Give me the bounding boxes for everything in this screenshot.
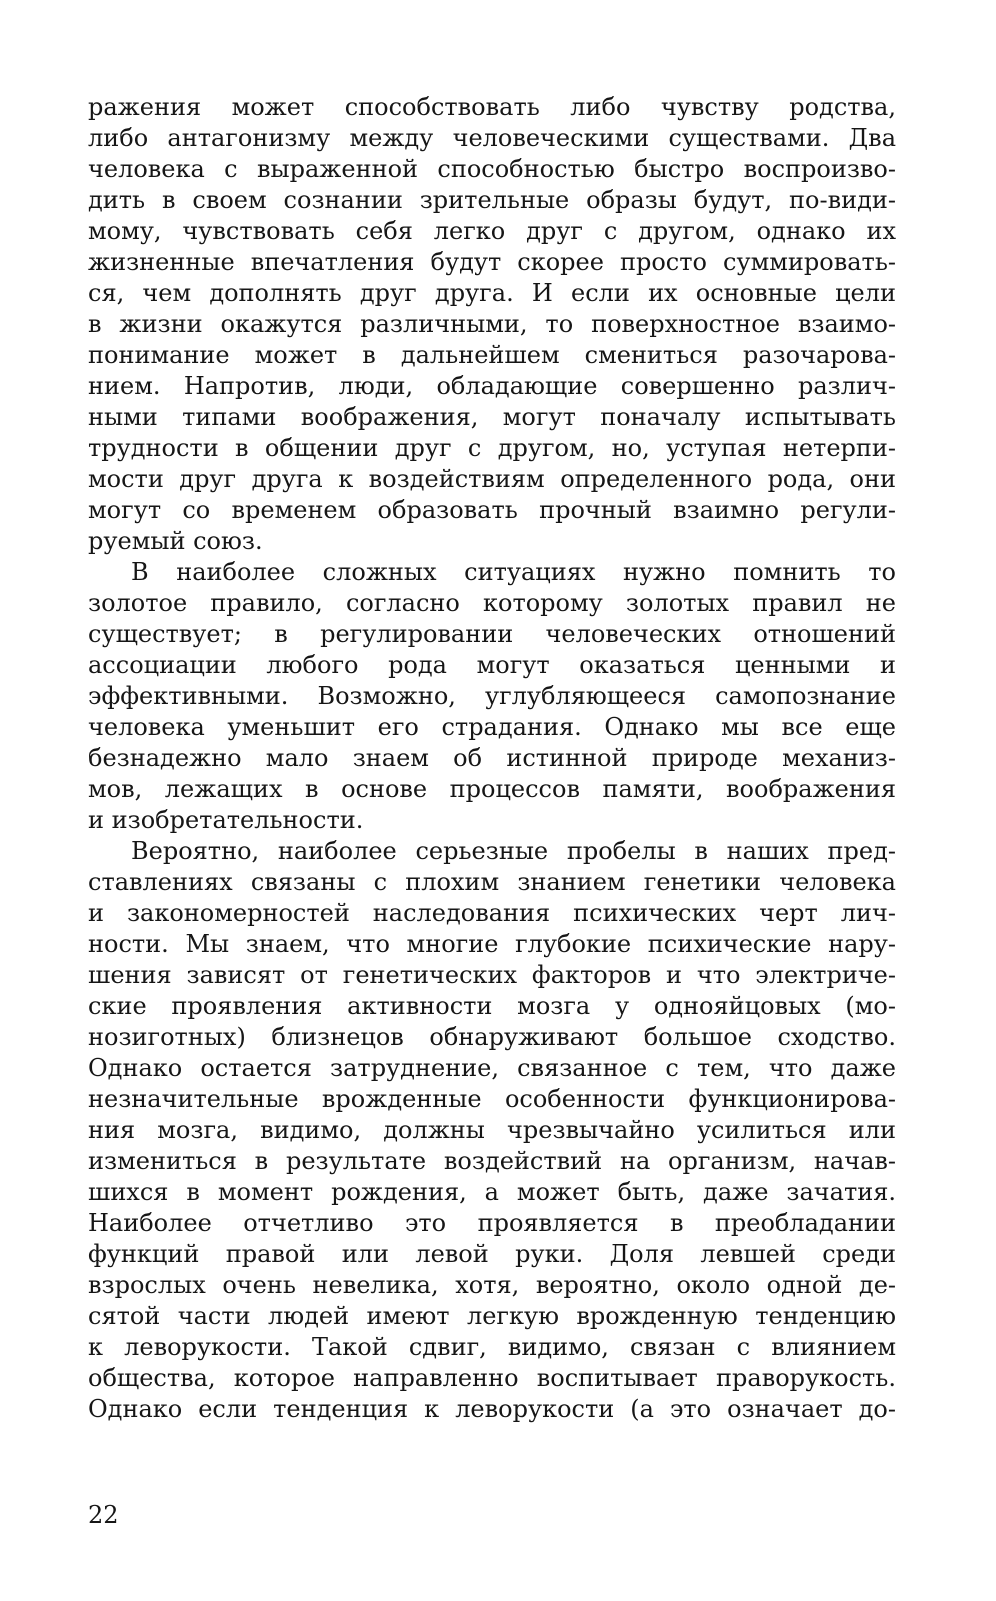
text-line: мов, лежащих в основе процессов памяти, воображения [88, 775, 896, 803]
text-line: Однако остается затруднение, связанное с тем, что даже [88, 1054, 896, 1082]
text-line: нием. Напротив, люди, обладающие совершенно различ- [88, 372, 896, 400]
text-line: в жизни окажутся различными, то поверхностное взаимо- [88, 310, 896, 338]
paragraph-last-line: и изобретательности. [88, 806, 364, 834]
text-line: понимание может в дальнейшем смениться разочарова- [88, 341, 896, 369]
text-line: сятой части людей имеют легкую врожденную тенденцию [88, 1302, 896, 1330]
page-number: 22 [88, 1501, 119, 1529]
text-line: ские проявления активности мозга у однояйцовых (мо- [88, 992, 896, 1020]
text-line: общества, которое направленно воспитывает праворукость. [88, 1364, 896, 1392]
text-line: взрослых очень невелика, хотя, вероятно, около одной де- [88, 1271, 896, 1299]
text-line: Наиболее отчетливо это проявляется в преобладании [88, 1209, 896, 1237]
text-line: золотое правило, согласно которому золотых правил не [88, 589, 896, 617]
text-line: шихся в момент рождения, а может быть, даже зачатия. [88, 1178, 896, 1206]
text-line: ния мозга, видимо, должны чрезвычайно усилиться или [88, 1116, 896, 1144]
text-line: ся, чем дополнять друг друга. И если их основные цели [88, 279, 896, 307]
text-line: измениться в результате воздействий на организм, начав- [88, 1147, 896, 1175]
text-line: существует; в регулировании человеческих отношений [88, 620, 896, 648]
text-line: ассоциации любого рода могут оказаться ценными и [88, 651, 896, 679]
paragraph-first-line: Вероятно, наиболее серьезные пробелы в наших пред- [131, 837, 896, 865]
paragraph-last-line: руемый союз. [88, 527, 263, 555]
paragraph-first-line: В наиболее сложных ситуациях нужно помнить то [131, 558, 896, 586]
text-line: человека уменьшит его страдания. Однако мы все еще [88, 713, 896, 741]
text-line: эффективными. Возможно, углубляющееся самопознание [88, 682, 896, 710]
text-line: безнадежно мало знаем об истинной природе механиз- [88, 744, 896, 772]
text-line: шения зависят от генетических факторов и что электриче- [88, 961, 896, 989]
body-text [88, 92, 896, 1425]
text-line: и закономерностей наследования психических черт лич- [88, 899, 896, 927]
text-line: жизненные впечатления будут скорее просто суммировать- [88, 248, 896, 276]
text-line: трудности в общении друг с другом, но, уступая нетерпи- [88, 434, 896, 462]
text-line: дить в своем сознании зрительные образы будут, по-види- [88, 186, 896, 214]
text-line: Однако если тенденция к леворукости (а это означает до- [88, 1395, 896, 1423]
text-line: мости друг друга к воздействиям определенного рода, они [88, 465, 896, 493]
text-line: ставлениях связаны с плохим знанием генетики человека [88, 868, 896, 896]
text-line: нозиготных) близнецов обнаруживают большое сходство. [88, 1023, 896, 1051]
text-line: могут со временем образовать прочный взаимно регули- [88, 496, 896, 524]
text-line: мому, чувствовать себя легко друг с другом, однако их [88, 217, 896, 245]
text-line: к леворукости. Такой сдвиг, видимо, связан с влиянием [88, 1333, 896, 1361]
text-line: ности. Мы знаем, что многие глубокие психические нару- [88, 930, 896, 958]
text-line: человека с выраженной способностью быстро воспроизво- [88, 155, 896, 183]
text-line: либо антагонизму между человеческими существами. Два [88, 124, 896, 152]
text-line: незначительные врожденные особенности функционирова- [88, 1085, 896, 1113]
text-line: ными типами воображения, могут поначалу испытывать [88, 403, 896, 431]
text-line: функций правой или левой руки. Доля левшей среди [88, 1240, 896, 1268]
text-line: ражения может способствовать либо чувству родства, [88, 93, 896, 121]
